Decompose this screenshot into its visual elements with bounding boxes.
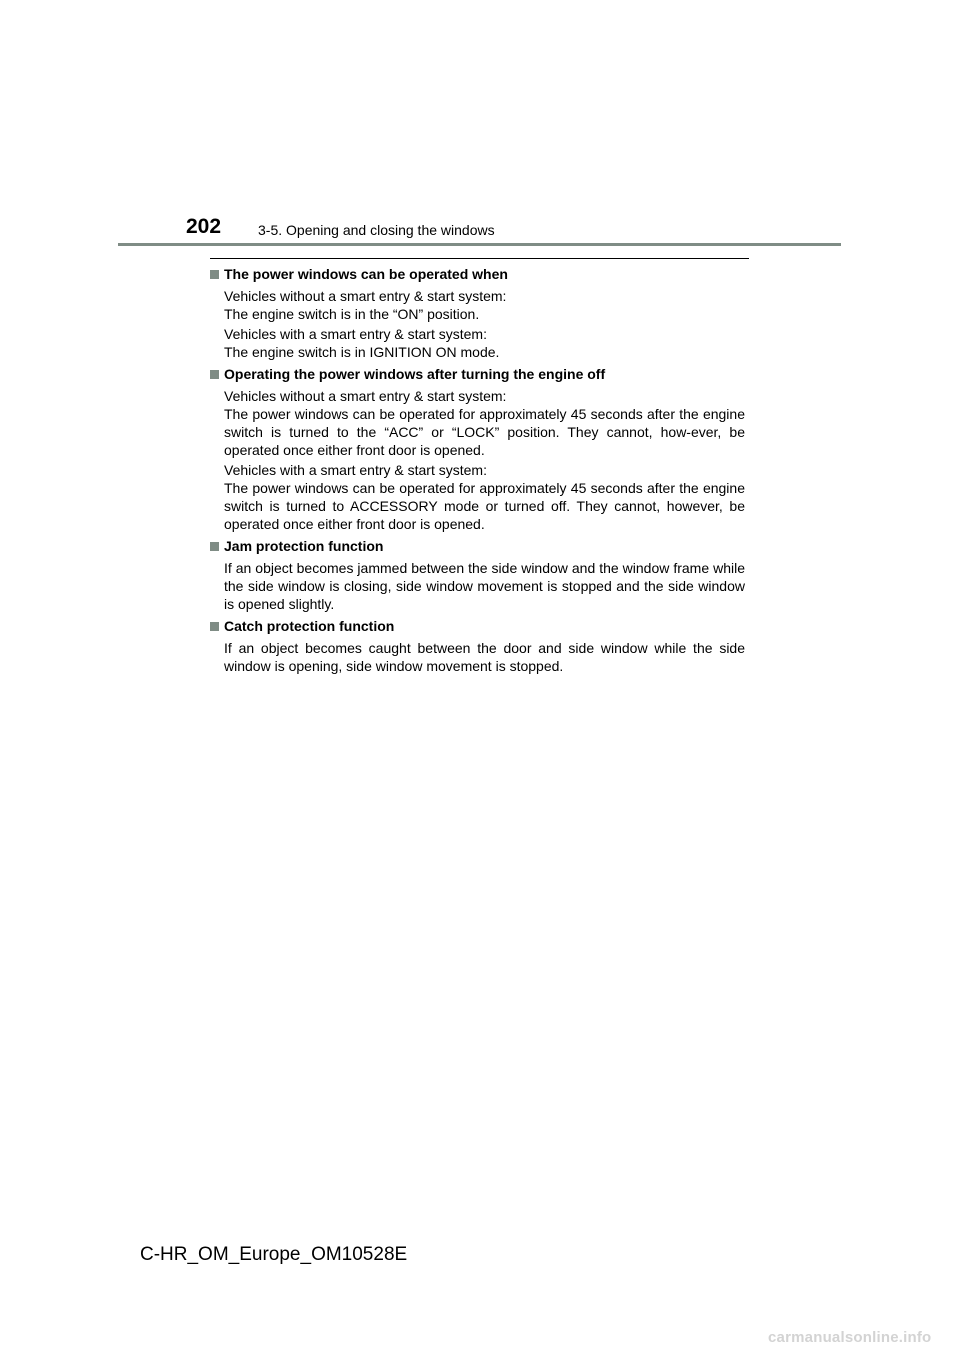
- item-heading: [210, 265, 745, 284]
- paragraph: [224, 559, 745, 613]
- square-bullet-icon: [210, 270, 219, 279]
- section-title: 3-5. Opening and closing the windows: [258, 222, 495, 238]
- item-heading-text: The power windows can be operated when: [224, 266, 508, 282]
- item-power-windows-operated-when: [210, 265, 745, 361]
- item-heading-text: Operating the power windows after turning the engine off: [224, 366, 606, 382]
- paragraph-body: The engine switch is in the “ON” position.: [224, 306, 480, 322]
- paragraph-lead: Vehicles with a smart entry & start system:: [224, 462, 487, 478]
- item-heading-text: Jam protection function: [224, 538, 384, 554]
- paragraph-lead: Vehicles without a smart entry & start system:: [224, 288, 507, 304]
- paragraph-body: The power windows can be operated for approximately 45 seconds after the engine switch is turned to ACCESSORY mode or turned off. They cannot, however, be operated once either front door is opened.: [224, 480, 745, 532]
- paragraph: [224, 387, 745, 459]
- paragraph-body: The power windows can be operated for approximately 45 seconds after the engine switch is turned to the “ACC” or “LOCK” position. They cannot, how-ever, be operated once either front door is opened.: [224, 406, 745, 458]
- item-heading: [210, 537, 745, 556]
- paragraph-body: If an object becomes caught between the door and side window while the side window is opening, side window movement is stopped.: [224, 640, 745, 674]
- item-heading: [210, 617, 745, 636]
- paragraph: [224, 461, 745, 533]
- paragraph: [224, 325, 745, 361]
- page-number: 202: [186, 215, 222, 238]
- content-body: [210, 265, 745, 679]
- watermark: carmanualsonline.info: [768, 1329, 932, 1346]
- item-jam-protection: [210, 537, 745, 613]
- item-operating-after-engine-off: [210, 365, 745, 533]
- square-bullet-icon: [210, 622, 219, 631]
- content-divider: [210, 258, 749, 259]
- item-heading-text: Catch protection function: [224, 618, 395, 634]
- paragraph: [224, 639, 745, 675]
- document-code: C-HR_OM_Europe_OM10528E: [140, 1244, 408, 1265]
- paragraph-lead: Vehicles with a smart entry & start system:: [224, 326, 487, 342]
- square-bullet-icon: [210, 542, 219, 551]
- paragraph: [224, 287, 745, 323]
- paragraph-body: If an object becomes jammed between the side window and the window frame while the side window is closing, side window movement is stopped and the side window is opened slightly.: [224, 560, 745, 612]
- paragraph-lead: Vehicles without a smart entry & start system:: [224, 388, 507, 404]
- header-divider: [118, 243, 841, 246]
- item-heading: [210, 365, 745, 384]
- square-bullet-icon: [210, 370, 219, 379]
- paragraph-body: The engine switch is in IGNITION ON mode.: [224, 344, 500, 360]
- item-catch-protection: [210, 617, 745, 675]
